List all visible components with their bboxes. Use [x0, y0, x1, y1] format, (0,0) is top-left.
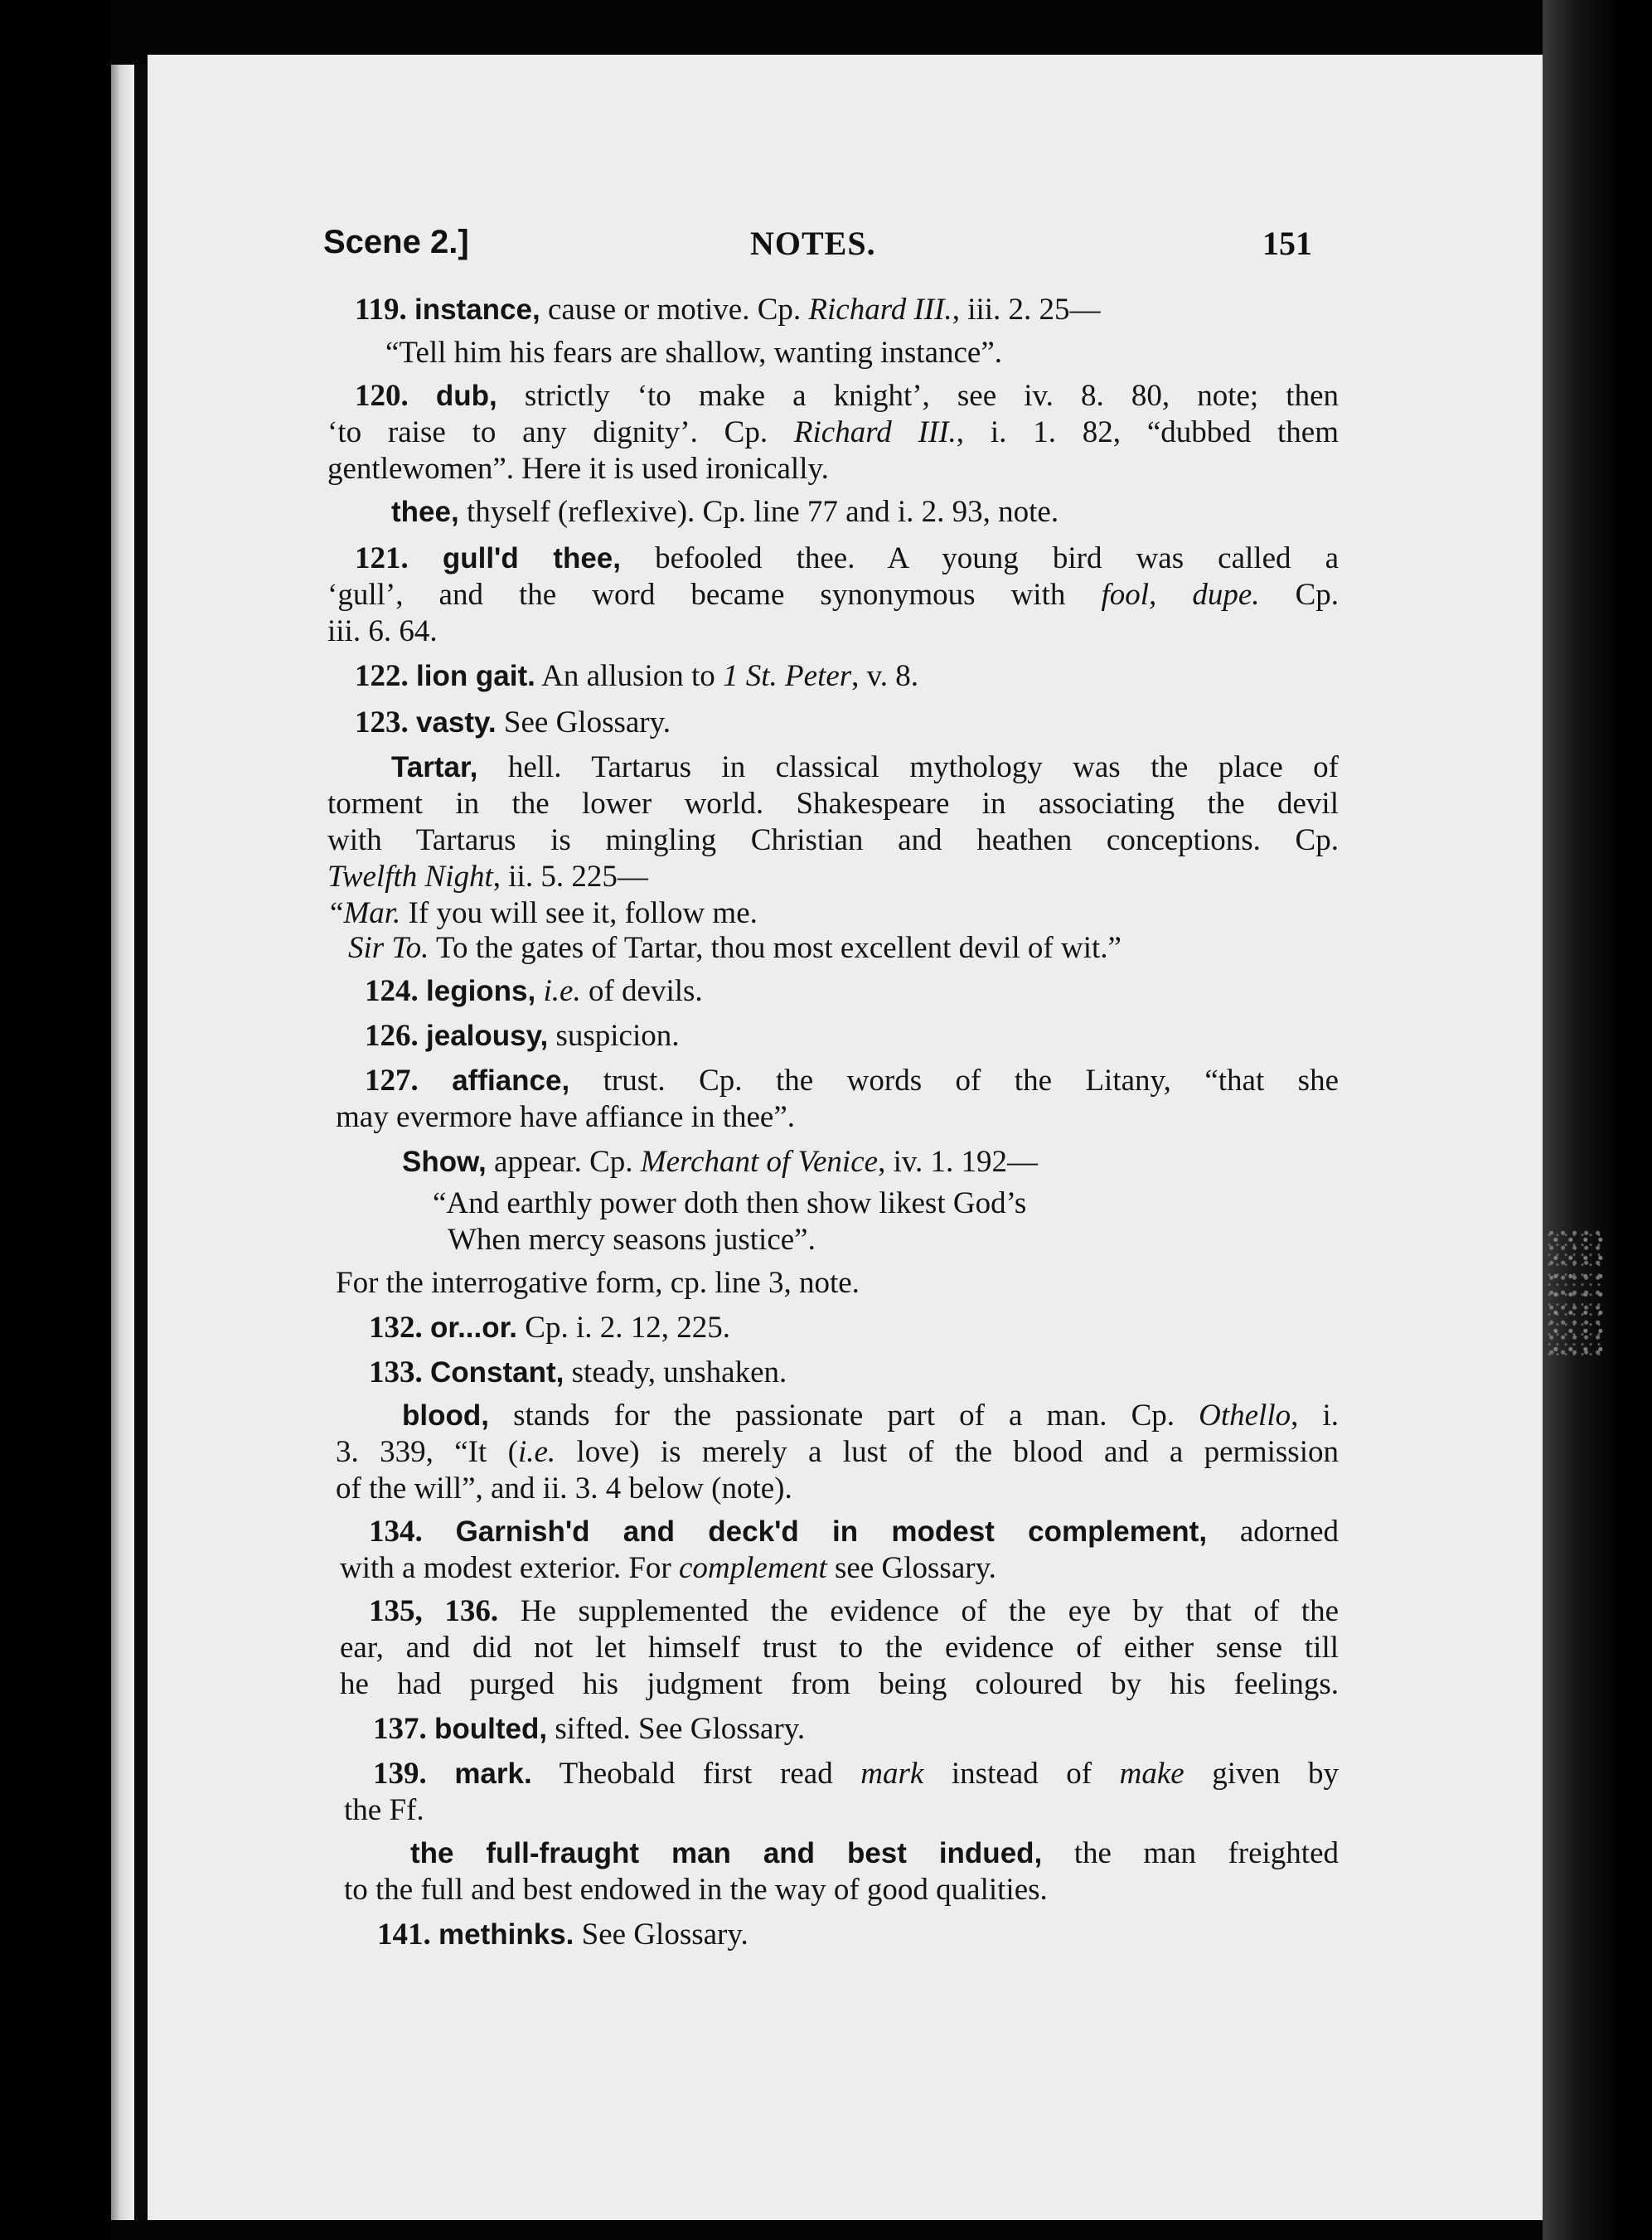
- note-text: of the will”, and ii. 3. 4 below (note).: [336, 1472, 792, 1505]
- italic-text: i.e.: [517, 1435, 556, 1469]
- note-line: [344, 1872, 1339, 1908]
- note-text: steady, unshaken.: [564, 1355, 787, 1389]
- italic-text: Richard III.: [793, 415, 957, 449]
- note-headword: Show,: [402, 1146, 487, 1178]
- italic-text: make: [1119, 1757, 1184, 1791]
- note-line: [336, 1434, 1339, 1471]
- note-line: [340, 1630, 1339, 1666]
- note-text: trust. Cp. the words of the Litany, “that she: [569, 1064, 1340, 1098]
- note-text: given by: [1184, 1757, 1340, 1791]
- note-text: , iv. 1. 192—: [878, 1145, 1038, 1179]
- note-headword: Constant,: [430, 1356, 564, 1389]
- note-text: instead of: [923, 1757, 1120, 1791]
- scene-label: Scene 2.]: [323, 224, 469, 260]
- gutter-divider: [134, 65, 148, 2220]
- note-text: sifted. See Glossary.: [547, 1712, 806, 1746]
- note-line: [385, 335, 1339, 371]
- note-headword: boulted,: [434, 1713, 548, 1745]
- note-line: [377, 1917, 1339, 1953]
- note-headword: Tartar,: [391, 751, 478, 783]
- note-text: with a modest exterior. For: [340, 1551, 679, 1585]
- note-line: [344, 1792, 1339, 1829]
- note-line: [327, 613, 1339, 650]
- note-line: [348, 930, 1339, 967]
- note-text: the Ff.: [344, 1793, 424, 1827]
- note-text: may evermore have affiance in thee”.: [336, 1100, 796, 1134]
- note-text: ear, and did not let himself trust to the evidence of either sense till: [340, 1631, 1339, 1665]
- note-headword: instance,: [414, 293, 540, 326]
- note-text: “And earthly power doth then show likest God’s: [433, 1186, 1027, 1220]
- note-text: cause or motive. Cp.: [540, 293, 809, 327]
- note-text: with Tartarus is mingling Christian and heathen conceptions. Cp.: [327, 823, 1339, 857]
- note-line: [391, 494, 1339, 531]
- note-line: [330, 895, 1339, 932]
- note-line: [373, 1711, 1339, 1748]
- line-number: 122.: [355, 659, 416, 693]
- note-text: , v. 8.: [851, 659, 919, 693]
- note-line: [391, 749, 1339, 786]
- line-number: 127.: [365, 1064, 453, 1098]
- note-line: [402, 1398, 1339, 1434]
- note-line: [355, 292, 1339, 328]
- note-text: See Glossary.: [574, 1918, 748, 1952]
- note-headword: jealousy,: [426, 1020, 549, 1052]
- note-text: hell. Tartarus in classical mythology was the place of: [477, 750, 1339, 784]
- italic-text: Sir To.: [348, 931, 429, 965]
- note-line: [336, 1471, 1339, 1507]
- note-text: Theobald first read: [531, 1757, 861, 1791]
- book-edge: [1543, 0, 1652, 2240]
- line-number: 123.: [355, 705, 416, 739]
- italic-text: fool, dupe.: [1101, 578, 1260, 612]
- note-line: [355, 541, 1339, 577]
- note-headword: methinks.: [438, 1918, 574, 1951]
- note-headword: mark.: [454, 1758, 532, 1790]
- note-text: For the interrogative form, cp. line 3, note.: [336, 1266, 860, 1300]
- italic-text: Mar.: [343, 896, 401, 930]
- note-headword: thee,: [391, 496, 459, 528]
- note-line: [448, 1222, 1339, 1258]
- note-text: strictly ‘to make a knight’, see iv. 8. 80, note; then: [497, 379, 1339, 413]
- note-line: [340, 1550, 1339, 1587]
- note-line: [369, 1514, 1339, 1550]
- note-line: [433, 1185, 1339, 1222]
- note-headword: lion gait.: [416, 660, 535, 692]
- italic-text: Othello: [1199, 1399, 1291, 1433]
- note-line: [327, 415, 1339, 451]
- note-headword: or...or.: [430, 1312, 518, 1344]
- note-text: torment in the lower world. Shakespeare in associating the devil: [327, 787, 1339, 821]
- note-text: stands for the passionate part of a man. Cp.: [488, 1399, 1199, 1433]
- note-line: [373, 1756, 1339, 1792]
- note-line: [365, 973, 1339, 1010]
- facing-page-edge: [111, 65, 134, 2220]
- note-text: thyself (reflexive). Cp. line 77 and i. 2. 93, note.: [458, 495, 1059, 529]
- italic-text: Merchant of Venice: [640, 1145, 879, 1179]
- note-text: love) is merely a lust of the blood and a permission: [555, 1435, 1339, 1469]
- note-headword: blood,: [402, 1399, 489, 1432]
- line-number: 132.: [369, 1311, 430, 1345]
- note-text: befooled thee. A young bird was called a: [621, 541, 1339, 575]
- note-text: Cp.: [1259, 578, 1339, 612]
- line-number: 141.: [377, 1918, 438, 1952]
- note-text: , iii. 2. 25—: [952, 293, 1101, 327]
- note-text: adorned: [1207, 1515, 1340, 1549]
- note-headword: affiance,: [452, 1064, 570, 1097]
- note-line: [369, 1310, 1339, 1346]
- note-text: appear. Cp.: [486, 1145, 641, 1179]
- page-number: 151: [1262, 225, 1312, 262]
- note-text: ‘to raise to any dignity’. Cp.: [327, 415, 794, 449]
- note-text: of devils.: [580, 974, 703, 1008]
- italic-text: Richard III.: [808, 293, 952, 327]
- note-line: [355, 705, 1339, 741]
- note-line: [369, 1593, 1339, 1630]
- note-line: [327, 859, 1339, 895]
- note-line: [327, 822, 1339, 859]
- note-line: [365, 1018, 1339, 1055]
- note-text: , i. 1. 82, “dubbed them: [956, 415, 1340, 449]
- note-text: “Tell him his fears are shallow, wanting instance”.: [385, 336, 1003, 370]
- note-text: the man freighted: [1042, 1836, 1339, 1870]
- line-number: 135, 136.: [369, 1594, 499, 1628]
- note-text: When mercy seasons justice”.: [448, 1223, 816, 1257]
- note-text: gentlewomen”. Here it is used ironically.: [327, 452, 829, 486]
- note-line: [336, 1099, 1339, 1136]
- note-line: [336, 1265, 1339, 1302]
- note-headword: legions,: [426, 975, 536, 1007]
- note-text: “: [330, 896, 344, 930]
- edge-texture: [1547, 1227, 1605, 1360]
- italic-text: i.e.: [543, 974, 581, 1008]
- line-number: 120.: [355, 379, 436, 413]
- line-number: 124.: [365, 974, 426, 1008]
- note-headword: the full-fraught man and best indued,: [410, 1837, 1043, 1869]
- note-headword: dub,: [435, 380, 497, 412]
- line-number: 139.: [373, 1757, 455, 1791]
- note-line: [355, 378, 1339, 415]
- note-line: [327, 577, 1339, 613]
- note-text: An allusion to: [535, 659, 724, 693]
- line-number: 126.: [365, 1019, 426, 1053]
- italic-text: mark: [860, 1757, 924, 1791]
- note-line: [365, 1063, 1339, 1099]
- note-text: ‘gull’, and the word became synonymous with: [327, 578, 1102, 612]
- note-text: , ii. 5. 225—: [492, 860, 648, 894]
- note-text: If you will see it, follow me.: [400, 896, 758, 930]
- note-text: Cp. i. 2. 12, 225.: [517, 1311, 731, 1345]
- line-number: 134.: [369, 1515, 456, 1549]
- note-headword: Garnish'd and deck'd in modest complement,: [455, 1515, 1208, 1548]
- note-text: , i.: [1291, 1399, 1339, 1433]
- note-line: [327, 451, 1339, 487]
- line-number: 133.: [369, 1355, 430, 1389]
- note-line: [369, 1355, 1339, 1391]
- note-text: He supplemented the evidence of the eye by that of the: [498, 1594, 1339, 1628]
- note-text: suspicion.: [548, 1019, 680, 1053]
- note-line: [410, 1835, 1339, 1872]
- note-text: iii. 6. 64.: [327, 614, 438, 648]
- line-number: 137.: [373, 1712, 434, 1746]
- note-text: 3. 339, “It (: [336, 1435, 518, 1469]
- italic-text: 1 St. Peter: [723, 659, 852, 693]
- italic-text: complement: [679, 1551, 827, 1585]
- note-headword: gull'd thee,: [442, 542, 621, 575]
- note-text: To the gates of Tartar, thou most excellent devil of wit.”: [429, 931, 1122, 965]
- note-line: [340, 1666, 1339, 1703]
- note-line: [355, 658, 1339, 695]
- page-title: NOTES.: [750, 225, 876, 262]
- line-number: 119.: [355, 293, 414, 327]
- note-text: see Glossary.: [826, 1551, 996, 1585]
- note-line: [327, 786, 1339, 822]
- note-text: [535, 974, 543, 1008]
- note-headword: vasty.: [416, 706, 497, 739]
- note-line: [402, 1144, 1339, 1181]
- left-black-margin: [0, 0, 111, 2240]
- line-number: 121.: [355, 541, 443, 575]
- note-text: See Glossary.: [496, 705, 671, 739]
- note-text: to the full and best endowed in the way of good qualities.: [344, 1873, 1048, 1907]
- italic-text: Twelfth Night: [327, 860, 493, 894]
- note-text: he had purged his judgment from being coloured by his feelings.: [340, 1667, 1339, 1701]
